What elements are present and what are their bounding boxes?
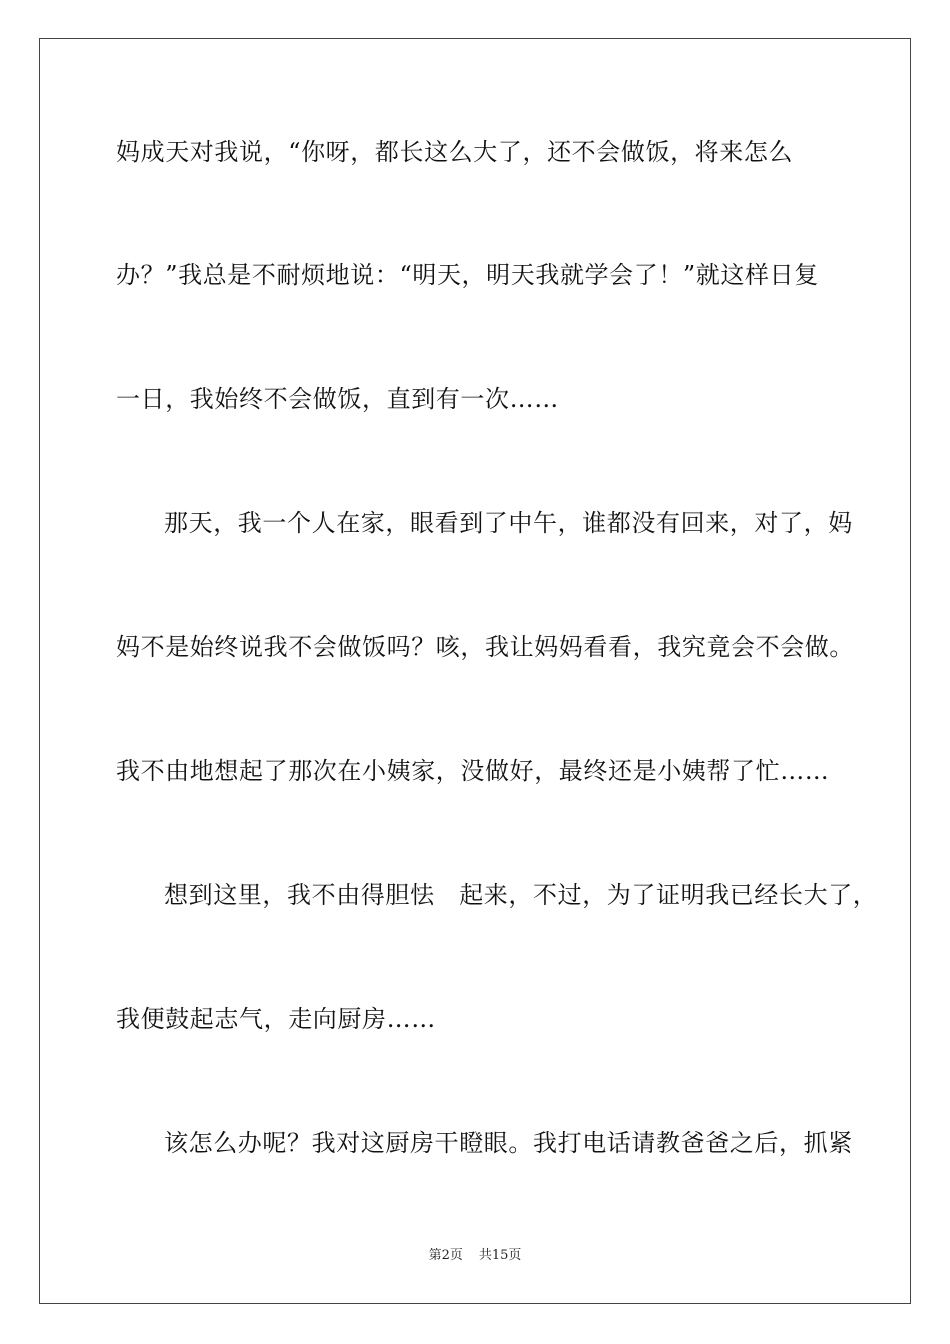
paragraph-line: 办？”我总是不耐烦地说：“明天，明天我就学会了！”就这样日复 — [116, 261, 819, 289]
paragraph-line: 我不由地想起了那次在小姨家，没做好，最终还是小姨帮了忙…… — [116, 757, 830, 785]
paragraph-line: 该怎么办呢？我对这厨房干瞪眼。我打电话请教爸爸之后，抓紧 — [164, 1129, 853, 1157]
paragraph-line: 妈成天对我说，“你呀，都长这么大了，还不会做饭，将来怎么 — [116, 138, 794, 166]
paragraph-line: 一日，我始终不会做饭，直到有一次…… — [116, 385, 559, 413]
paragraph-line: 妈不是始终说我不会做饭吗？咳，我让妈妈看看，我究竟会不会做。 — [116, 633, 854, 661]
page-border — [39, 38, 911, 1304]
paragraph-line: 那天，我一个人在家，眼看到了中午，谁都没有回来，对了，妈 — [164, 509, 853, 537]
page-number: 第2页 — [428, 1248, 463, 1263]
paragraph-line: 想到这里，我不由得胆怯 起来，不过，为了证明我已经长大了， — [164, 881, 878, 909]
page-footer — [0, 1247, 950, 1265]
paragraph-line: 我便鼓起志气，走向厨房…… — [116, 1005, 436, 1033]
page-total: 共15页 — [478, 1248, 522, 1263]
